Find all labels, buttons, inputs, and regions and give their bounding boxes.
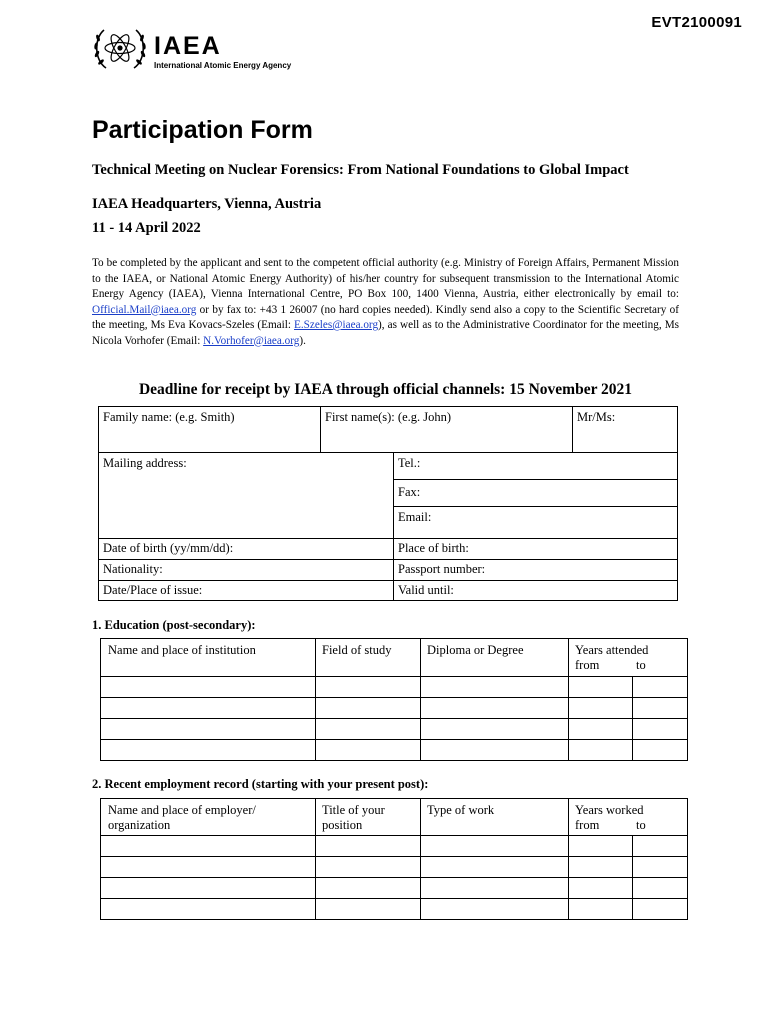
passport-number-field[interactable]: Passport number: bbox=[398, 562, 486, 576]
page-title: Participation Form bbox=[92, 116, 313, 144]
employment-col-type: Type of work bbox=[427, 803, 495, 817]
education-heading: 1. Education (post-secondary): bbox=[92, 618, 256, 632]
date-of-birth-field[interactable]: Date of birth (yy/mm/dd): bbox=[103, 541, 234, 555]
place-of-birth-field[interactable]: Place of birth: bbox=[398, 541, 469, 555]
meeting-dates: 11 - 14 April 2022 bbox=[92, 220, 201, 236]
employment-col-employer-line2: organization bbox=[108, 818, 171, 832]
employment-col-title-line1: Title of your bbox=[322, 803, 385, 817]
first-name-field[interactable]: First name(s): (e.g. John) bbox=[325, 410, 452, 424]
employment-col-to: to bbox=[636, 818, 646, 832]
deadline-notice: Deadline for receipt by IAEA through official channels: 15 November 2021 bbox=[138, 381, 633, 398]
date-place-of-issue-field[interactable]: Date/Place of issue: bbox=[103, 583, 203, 597]
meeting-title: Technical Meeting on Nuclear Forensics: From National Foundations to Global Impact bbox=[92, 162, 629, 178]
education-col-from: from bbox=[575, 658, 600, 672]
valid-until-field[interactable]: Valid until: bbox=[398, 583, 454, 597]
education-col-field: Field of study bbox=[322, 643, 392, 657]
employment-col-employer-line1: Name and place of employer/ bbox=[108, 803, 256, 817]
employment-col-employer bbox=[108, 803, 256, 833]
employment-col-title bbox=[322, 803, 385, 833]
education-col-years: Years attended bbox=[575, 643, 649, 657]
iaea-logo bbox=[92, 24, 322, 74]
iaea-emblem-icon bbox=[92, 24, 148, 74]
intro-text: To be completed by the applicant and sent to the competent official authority (e.g. Ministry of Foreign Affairs, Permanent Mission to the IAEA, or National Atomic Energy Authority) of his/her country for subsequent transmission to the International Atomic Energy Agency (IAEA), Vienna International Centre, PO Box 100, 1400 Vienna, Austria, either electronically by email to: bbox=[92, 257, 679, 300]
employment-col-years: Years worked bbox=[575, 803, 644, 817]
intro-text: ), as well as to the Administrative Coordinator for the meeting, Ms Nicola Vorhofer (Email: bbox=[92, 319, 679, 347]
employment-heading: 2. Recent employment record (starting with your present post): bbox=[92, 777, 429, 791]
family-name-field[interactable]: Family name: (e.g. Smith) bbox=[103, 410, 235, 424]
nationality-field[interactable]: Nationality: bbox=[103, 562, 163, 576]
fax-field[interactable]: Fax: bbox=[398, 485, 421, 499]
meeting-venue: IAEA Headquarters, Vienna, Austria bbox=[92, 196, 322, 212]
education-col-degree: Diploma or Degree bbox=[427, 643, 524, 657]
education-col-institution: Name and place of institution bbox=[108, 643, 256, 657]
employment-col-title-line2: position bbox=[322, 818, 363, 832]
email-field[interactable]: Email: bbox=[398, 510, 432, 524]
education-col-to: to bbox=[636, 658, 646, 672]
coordinator-email-link[interactable]: N.Vorhofer@iaea.org bbox=[203, 334, 300, 347]
mailing-address-field[interactable]: Mailing address: bbox=[103, 456, 187, 470]
logo-wordmark: IAEA bbox=[154, 32, 222, 60]
official-mail-link[interactable]: Official.Mail@iaea.org bbox=[92, 303, 197, 316]
document-id: EVT2100091 bbox=[651, 14, 742, 31]
scientific-secretary-email-link[interactable]: E.Szeles@iaea.org bbox=[294, 319, 379, 331]
intro-paragraph bbox=[92, 256, 679, 349]
tel-field[interactable]: Tel.: bbox=[398, 456, 421, 470]
intro-text: ). bbox=[299, 334, 306, 347]
logo-subtitle: International Atomic Energy Agency bbox=[154, 61, 292, 70]
employment-col-from: from bbox=[575, 818, 600, 832]
mr-ms-field[interactable]: Mr/Ms: bbox=[577, 410, 616, 424]
intro-text: or by fax to: +43 1 26007 (no hard copies needed). Kindly send also a copy to the Scientific Secretary of the meeting, Ms Eva Kovacs-Szeles (Email: bbox=[92, 303, 679, 331]
